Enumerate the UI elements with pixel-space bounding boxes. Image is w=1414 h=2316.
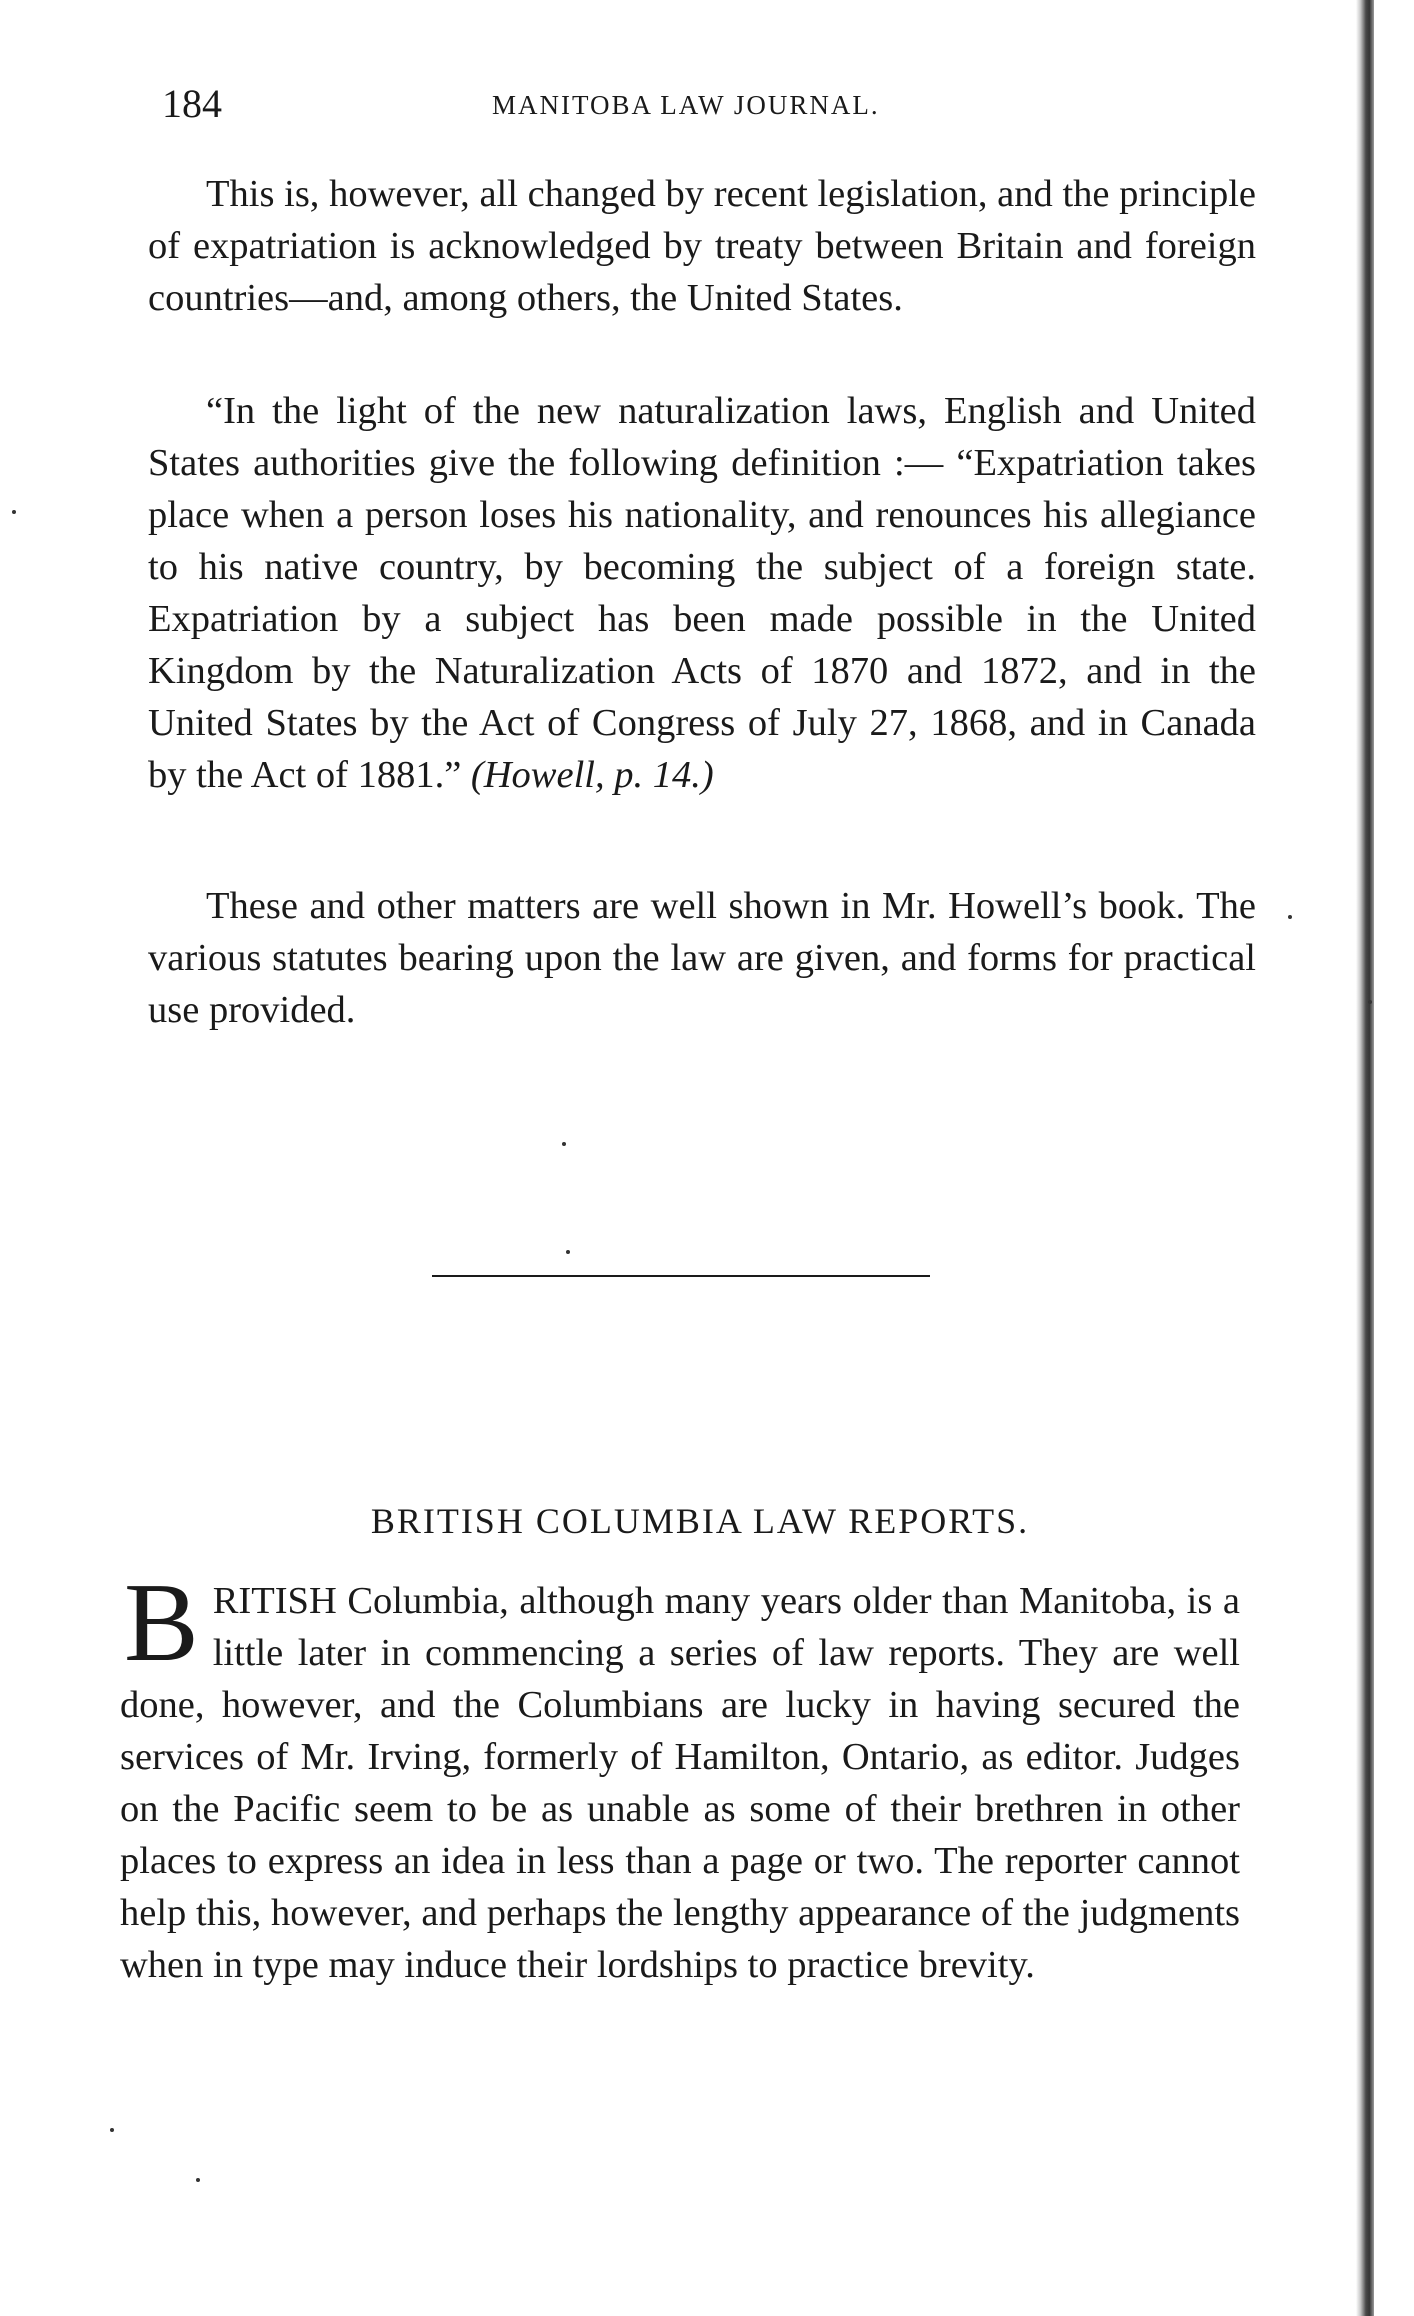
quote-text: “In the light of the new naturalization laws, English and United States authorities give the following definition :— “Expatriation takes place when a person loses his nationality, and renounces his allegiance to his native country, by becoming the subject of a foreign state. Expatriation by a subject has been made possible in the United Kingdom by the Naturalization Acts of 1870 and 1872, and in the United States by the Act of Congress of July 27, 1868, and in Canada by the Act of 1881.” xyxy=(148,390,1256,796)
speck xyxy=(110,2128,114,2132)
speck xyxy=(196,2178,200,2182)
section-heading: BRITISH COLUMBIA LAW REPORTS. xyxy=(370,1501,1030,1541)
paragraph-expatriation-treaty xyxy=(148,168,1256,324)
speck xyxy=(562,1142,566,1146)
first-word-rest: RITISH xyxy=(212,1580,337,1622)
journal-title: MANITOBA LAW JOURNAL. xyxy=(492,90,880,120)
page-number: 184 xyxy=(162,81,222,126)
speck xyxy=(1288,915,1292,919)
running-head xyxy=(162,80,1292,140)
paragraph-howell-book xyxy=(148,880,1256,1036)
citation: (Howell, p. 14.) xyxy=(470,754,714,796)
book-binding-shadow xyxy=(1356,0,1374,2316)
section-body-text: Columbia, although many years older than Manitoba, is a little later in commencing a series of law reports. They are well done, however, and the Columbians are lucky in having secured the services of Mr. Irving, formerly of Hamilton, Ontario, as editor. Judges on the Pacific seem to be as unable as some of their brethren in other places to express an idea in less than a page or two. The reporter cannot help this, however, and perhaps the lengthy appearance of the judgments when in type may induce their lordships to practice brevity. xyxy=(120,1580,1240,1986)
paragraph-text: These and other matters are well shown in Mr. Howell’s book. The various statutes bearing upon the law are given, and forms for practical use provided. xyxy=(148,885,1256,1031)
paragraph-text: This is, however, all changed by recent legislation, and the principle of expatriation is acknowledged by treaty between Britain and foreign countries—and, among others, the United States. xyxy=(148,173,1256,319)
drop-cap: B xyxy=(124,1561,199,1685)
section-divider-rule xyxy=(432,1275,930,1277)
speck xyxy=(12,510,16,514)
speck xyxy=(1368,1000,1372,1004)
speck xyxy=(566,1250,570,1254)
paragraph-definition-quote xyxy=(148,385,1256,801)
section-body xyxy=(120,1561,1240,1991)
